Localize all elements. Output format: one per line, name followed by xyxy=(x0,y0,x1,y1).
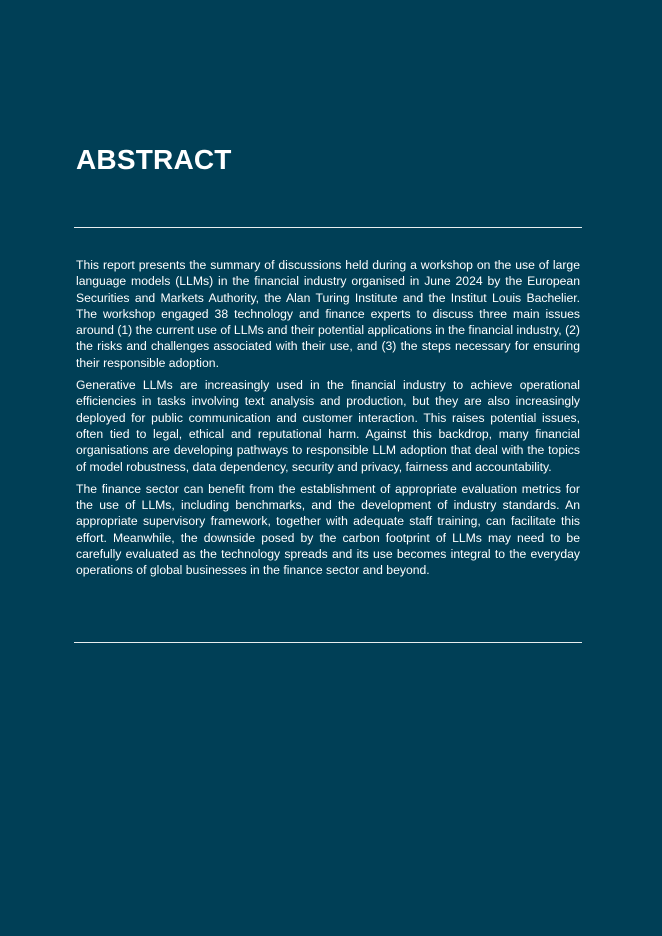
bottom-divider xyxy=(74,642,582,643)
page-title: ABSTRACT xyxy=(76,144,232,175)
abstract-paragraph-3: The finance sector can benefit from the establishment of appropriate evaluation metrics for the use of LLMs, including benchmarks, and the development of industry standards. An appropriate supervisory framework, together with adequate staff training, can facilitate this effort. Meanwhile, the downside posed by the carbon footprint of LLMs may need to be carefully evaluated as the technology spreads and its use becomes integral to the everyday operations of global businesses in the finance sector and beyond. xyxy=(76,481,580,578)
abstract-paragraph-2: Generative LLMs are increasingly used in the financial industry to achieve operational efficiencies in tasks involving text analysis and production, but they are also increasingly deployed for public communication and customer interaction. This raises potential issues, often tied to legal, ethical and reputational harm. Against this backdrop, many financial organisations are developing pathways to responsible LLM adoption that deal with the topics of model robustness, data dependency, security and privacy, fairness and accountability. xyxy=(76,378,580,474)
abstract-paragraph-1: This report presents the summary of discussions held during a workshop on the use of large language models (LLMs) in the financial industry organised in June 2024 by the European Securities and Markets Authority, the Alan Turing Institute and the Institut Louis Bachelier. The workshop engaged 38 technology and finance experts to discuss three main issues around (1) the current use of LLMs and their potential applications in the financial industry, (2) the risks and challenges associated with their use, and (3) the steps necessary for ensuring their responsible adoption. xyxy=(76,258,580,370)
top-divider xyxy=(74,227,582,228)
abstract-body xyxy=(76,257,580,585)
